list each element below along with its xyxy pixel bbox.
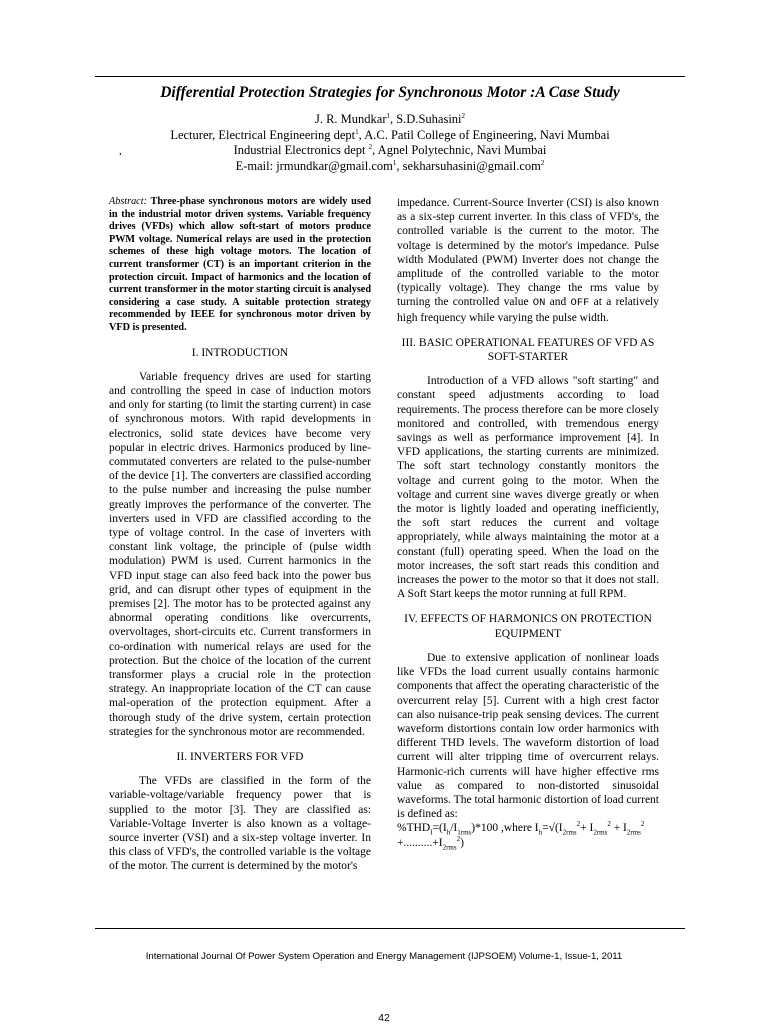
inverters-paragraph: The VFDs are classified in the form of the variable-voltage/variable frequency power that is supplied to the motor [3]. They are classified as: Variable-Voltage Inverter is also known as a voltage-source inverter (VSI) and a six-step voltage inverter. In this class of VFD's, the controlled variable is the voltage of the motor. The current is determined by the motor's bbox=[109, 775, 371, 873]
bottom-rule bbox=[95, 928, 685, 929]
section-heading-harmonics: IV. EFFECTS OF HARMONICS ON PROTECTION EQUIPMENT bbox=[404, 613, 652, 640]
section-heading-inverters: II. INVERTERS FOR VFD bbox=[176, 751, 304, 764]
inverters-paragraph-continued: impedance. Current-Source Inverter (CSI) is also known as a six-step current inverter. In this class of VFD's, the controlled variable is the current to the motor. The voltage is determined by the motor's impedance. Pulse width Modulated (PWM) Inverter does not change the amplitude of the controlled variable to the motor (typically voltage). They change the rms value by turning the controlled value ON and OFF at a relatively high frequency while varying the pulse width. bbox=[397, 197, 659, 324]
top-rule bbox=[95, 76, 685, 77]
thd-formula: $\%THD_I=(I_h/I_{1rms})*100$ ,where $I_h=√(I_{2rms}^2+ I_{2rms}^2 + I_{2rms}^2$ $+..........+I_{2rms}^2$) bbox=[397, 820, 645, 851]
right-column bbox=[397, 196, 659, 850]
section-heading-soft-starter: III. BASIC OPERATIONAL FEATURES OF VFD AS SOFT-STARTER bbox=[401, 336, 655, 364]
soft-starter-paragraph: Introduction of a VFD allows "soft starting" and constant speed adjustments according to load requirements. The process therefore can be more closely monitored and controlled, with tremendous energy savings as well as performance improvement [4]. In VFD applications, the starting currents are minimized. The soft start technology constantly monitors the voltage and current going to the motor. When the voltage and current sine waves diverge greatly or when the motor is lightly loaded and operating inefficiently, the soft start reduces the current and voltage appropriately, while always maintaining the motor at a constant (full) operating speed. When the load on the motor increases, the soft start reads this condition and increases the power to the motor so that it does not stall. A Soft Start keeps the motor running at full RPM. bbox=[397, 375, 659, 601]
author-emails: E-mail: jrmundkar@gmail.com$^1$, sekharsuhasini@gmail.com$^2$ bbox=[235, 158, 545, 173]
section-heading-introduction: I. INTRODUCTION bbox=[191, 346, 289, 359]
left-column bbox=[109, 196, 371, 874]
stray-comma: , bbox=[119, 145, 122, 157]
paper-title: Differential Protection Strategies for Synchronous Motor :A Case Study bbox=[160, 84, 620, 101]
harmonics-paragraph: Due to extensive application of nonlinear loads like VFDs the load current usually contains harmonic components that affect the operating characteristic of the overcurrent relay [5]. Current with a high crest factor can also nuisance-trip peak sensing devices. The current waveform distortions contain low order harmonics with different THD levels. The waveform distortion of load current will alter tripping time of overcurrent relays. Harmonic-rich currents will have higher effective rms value as compared to non-distorted sinusoidal waveforms. The total harmonic distortion of load current is defined as: bbox=[397, 651, 659, 821]
abstract-text: Three-phase synchronous motors are widely used in the industrial motor driven systems. Variable frequency drives (VFDs) which allow soft-start of motors produce PWM voltage. Numerical relays are used in the protection schemes of these high voltage motors. The location of current transformer (CT) is an important criterion in the protection circuit. Impact of harmonics and the location of current transformer in the motor starting circuit is analysed considering a case study. A suitable protection strategy recommended by IEEE for synchronous motor driven by VFD is presented. bbox=[109, 196, 371, 333]
introduction-paragraph: Variable frequency drives are used for starting and controlling the speed in case of induction motors and only for starting (to limit the starting current) in case of synchronous motors. With rapid developments in electronics, solid state devices have become very popular in electric drives. Harmonics produced by line-commutated converters are related to the pulse-number of the device [1]. The converters are classified according to the pulse number and increasing the pulse number greatly improves the performance of the converter. The inverters used in VFD are classified according to the type of voltage control. In the case of inverters with constant link voltage, the principle of (pulse width modulation) PWM is used. Current harmonics in the VFD input stage can also feed back into the power bus grid, and can disrupt other types of equipment in the premises [2]. The motor has to be protected against any abnormal operating conditions like overcurrents, overvoltages, short-circuits etc. Current transformers in co-ordination with numerical relays are used for the protection. But the choice of the location of the current transformer plays a crucial role in the protection strategy. An inappropriate location of the CT can cause mal-operation of the protection equipment. After a thorough study of the drive system, certain protection strategies for the synchronous motor are recommended. bbox=[109, 370, 371, 738]
journal-footer: International Journal Of Power System Operation and Energy Management (IJPSOEM) Volume-1, Issue-1, 2011 bbox=[145, 951, 623, 962]
affiliation-2: Industrial Electronics dept $^2$, Agnel Polytechnic, Navi Mumbai bbox=[233, 142, 547, 157]
abstract bbox=[109, 196, 371, 335]
affiliation-1: Lecturer, Electrical Engineering dept$^1$, A.C. Patil College of Engineering, Navi Mumbai bbox=[170, 127, 610, 142]
author-block bbox=[95, 112, 685, 174]
abstract-label: Abstract: bbox=[109, 196, 147, 207]
page-number: 42 bbox=[378, 1012, 390, 1024]
author-names: J. R. Mundkar$^1$, S.D.Suhasini$^2$ bbox=[314, 111, 466, 126]
